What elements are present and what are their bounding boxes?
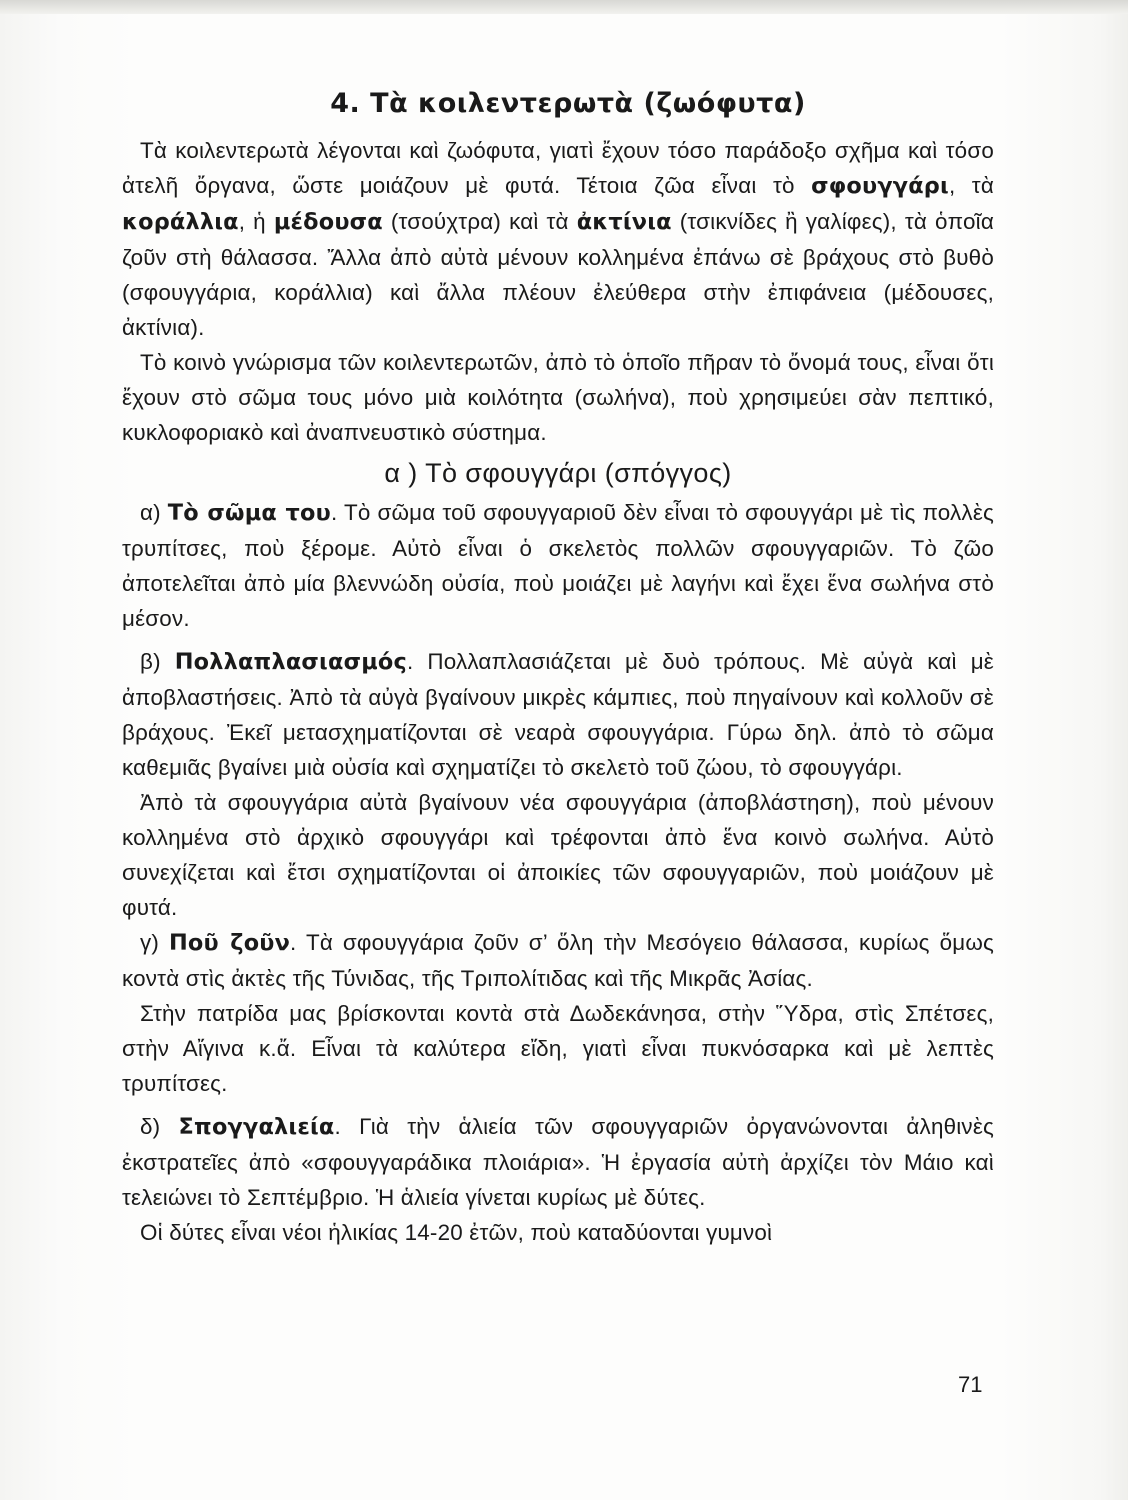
section-heading: α ) Τὸ σφουγγάρι (σπόγγος) — [384, 458, 732, 488]
subsection-label: β) — [140, 649, 175, 674]
subsection-body — [122, 495, 994, 636]
term-corals: κοράλλια — [122, 209, 239, 235]
term-actinia: ἀκτίνια — [576, 209, 672, 235]
subsection-text: . Γιὰ τὴν ἁλιεία τῶν σφουγγαριῶν ὀργανώνονται ἀληθινὲς ἐκστρατεῖες ἀπὸ «σφουγγαράδικα πλοιάρια». Ἡ ἐργασία αὐτὴ ἀρχίζει τὸν Μάιο καὶ τελειώνει τὸ Σεπτέμβριο. Ἡ ἁλιεία γίνεται κυρίως μὲ δύτες. — [122, 1114, 994, 1210]
intro-text: (τσούχτρα) καὶ τὰ — [382, 209, 577, 234]
subsection-title-habitat: Ποῦ ζοῦν — [168, 930, 291, 956]
intro-text: , τὰ — [948, 173, 994, 198]
intro-text: (τσικνίδες ἢ γαλίφες), τὰ ὁποῖα ζοῦν στὴ θάλασσα. Ἄλλα ἀπὸ αὐτὰ μένουν κολλημένα ἐπάνω σὲ βράχους στὸ βυθὸ (σφουγγάρια, κοράλλια) καὶ ἄλλα πλέουν ἐλεύθερα στὴν ἐπιφάνεια (μέδουσες, ἀκτίνια). — [122, 209, 994, 340]
subsection-label: δ) — [140, 1114, 179, 1139]
subsection-title-body: Τὸ σῶμα του — [167, 500, 331, 526]
subsection-text: . Τὰ σφουγγάρια ζοῦν σ’ ὅλη τὴν Μεσόγειο θάλασσα, κυρίως ὅμως κοντὰ στὶς ἀκτὲς τῆς Τύνιδας, τῆς Τριπολίτιδας καὶ τῆς Μικρᾶς Ἀσίας. — [122, 930, 994, 991]
subsection-title-sponge-fishing: Σπογγαλιεία — [178, 1114, 335, 1140]
spacer — [122, 636, 994, 644]
subsection-text: . Τὸ σῶμα τοῦ σφουγγαριοῦ δὲν εἶναι τὸ σφουγγάρι μὲ τὶς πολλὲς τρυπίτσες, ποὺ ξέρομε. Αὐτὸ εἶναι ὁ σκελετὸς πολλῶν σφουγγαριῶν. Τὸ ζῶο ἀποτελεῖται ἀπὸ μία βλεννώδη οὐσία, ποὺ μοιάζει μὲ λαγήνι καὶ ἔχει ἕνα σωλήνα στὸ μέσον. — [122, 500, 994, 631]
page-number: 71 — [958, 1372, 983, 1397]
page-content — [122, 78, 994, 1250]
subsection-text: . Πολλαπλασιάζεται μὲ δυὸ τρόπους. Μὲ αὐγὰ καὶ μὲ ἀποβλαστήσεις. Ἀπὸ τὰ αὐγὰ βγαίνουν μικρὲς κάμπιες, ποὺ πηγαίνουν καὶ κολλοῦν σὲ βράχους. Ἐκεῖ μετασχηματίζονται σὲ νεαρὰ σφουγγάρια. Γύρω δηλ. ἀπὸ τὸ σῶμα καθεμιᾶς βγαίνει μιὰ οὐσία καὶ σχηματίζει τὸ σκελετὸ τοῦ ζώου, τὸ σφουγγάρι. — [122, 649, 994, 780]
subsection-habitat — [122, 925, 994, 996]
subsection-label: γ) — [140, 930, 169, 955]
intro-text: , ἡ — [238, 209, 274, 234]
subsection-habitat-continued: Στὴν πατρίδα μας βρίσκονται κοντὰ στὰ Δωδεκάνησα, στὴν Ὕδρα, στὶς Σπέτσες, στὴν Αἴγινα κ.ἄ. Εἶναι τὰ καλύτερα εἴδη, γιατὶ εἶναι πυκνόσαρκα καὶ μὲ λεπτὲς τρυπίτσες. — [122, 1001, 994, 1096]
subsection-reproduction-continued: Ἀπὸ τὰ σφουγγάρια αὐτὰ βγαίνουν νέα σφουγγάρια (ἀποβλάστηση), ποὺ μένουν κολλημένα στὸ ἀρχικὸ σφουγγάρι καὶ τρέφονται ἀπὸ ἕνα κοινὸ σωλήνα. Αὐτὸ συνεχίζεται καὶ ἔτσι σχηματίζονται οἱ ἀποικίες τῶν σφουγγαριῶν, ποὺ μοιάζουν μὲ φυτά. — [122, 790, 994, 920]
subsection-sponge-fishing-continued: Οἱ δύτες εἶναι νέοι ἡλικίας 14-20 ἐτῶν, ποὺ καταδύονται γυμνοὶ — [140, 1220, 773, 1245]
spacer — [122, 1101, 994, 1109]
subsection-reproduction — [122, 644, 994, 785]
subsection-sponge-fishing — [122, 1109, 994, 1215]
subsection-label: α) — [140, 500, 168, 525]
term-sponge: σφουγγάρι — [811, 173, 949, 199]
chapter-title: 4. Τὰ κοιλεντερωτὰ (ζωόφυτα) — [330, 88, 806, 119]
term-jellyfish: μέδουσα — [273, 209, 383, 235]
intro-text: Τὰ κοιλεντερωτὰ λέγονται καὶ ζωόφυτα, γιατὶ ἔχουν τόσο παράδοξο σχῆμα καὶ τόσο ἀτελῆ ὄργανα, ὥστε μοιάζουν μὲ φυτά. Τέτοια ζῶα εἶναι τὸ — [122, 138, 994, 198]
intro-paragraph-2: Τὸ κοινὸ γνώρισμα τῶν κοιλεντερωτῶν, ἀπὸ τὸ ὁποῖο πῆραν τὸ ὄνομά τους, εἶναι ὅτι ἔχουν στὸ σῶμα τους μόνο μιὰ κοιλότητα (σωλήνα), ποὺ χρησιμεύει σὰν πεπτικό, κυκλοφοριακὸ καὶ ἀναπνευστικὸ σύστημα. — [122, 350, 994, 445]
intro-paragraph-1 — [122, 133, 994, 345]
subsection-title-reproduction: Πολλαπλασιασμός — [174, 649, 407, 675]
